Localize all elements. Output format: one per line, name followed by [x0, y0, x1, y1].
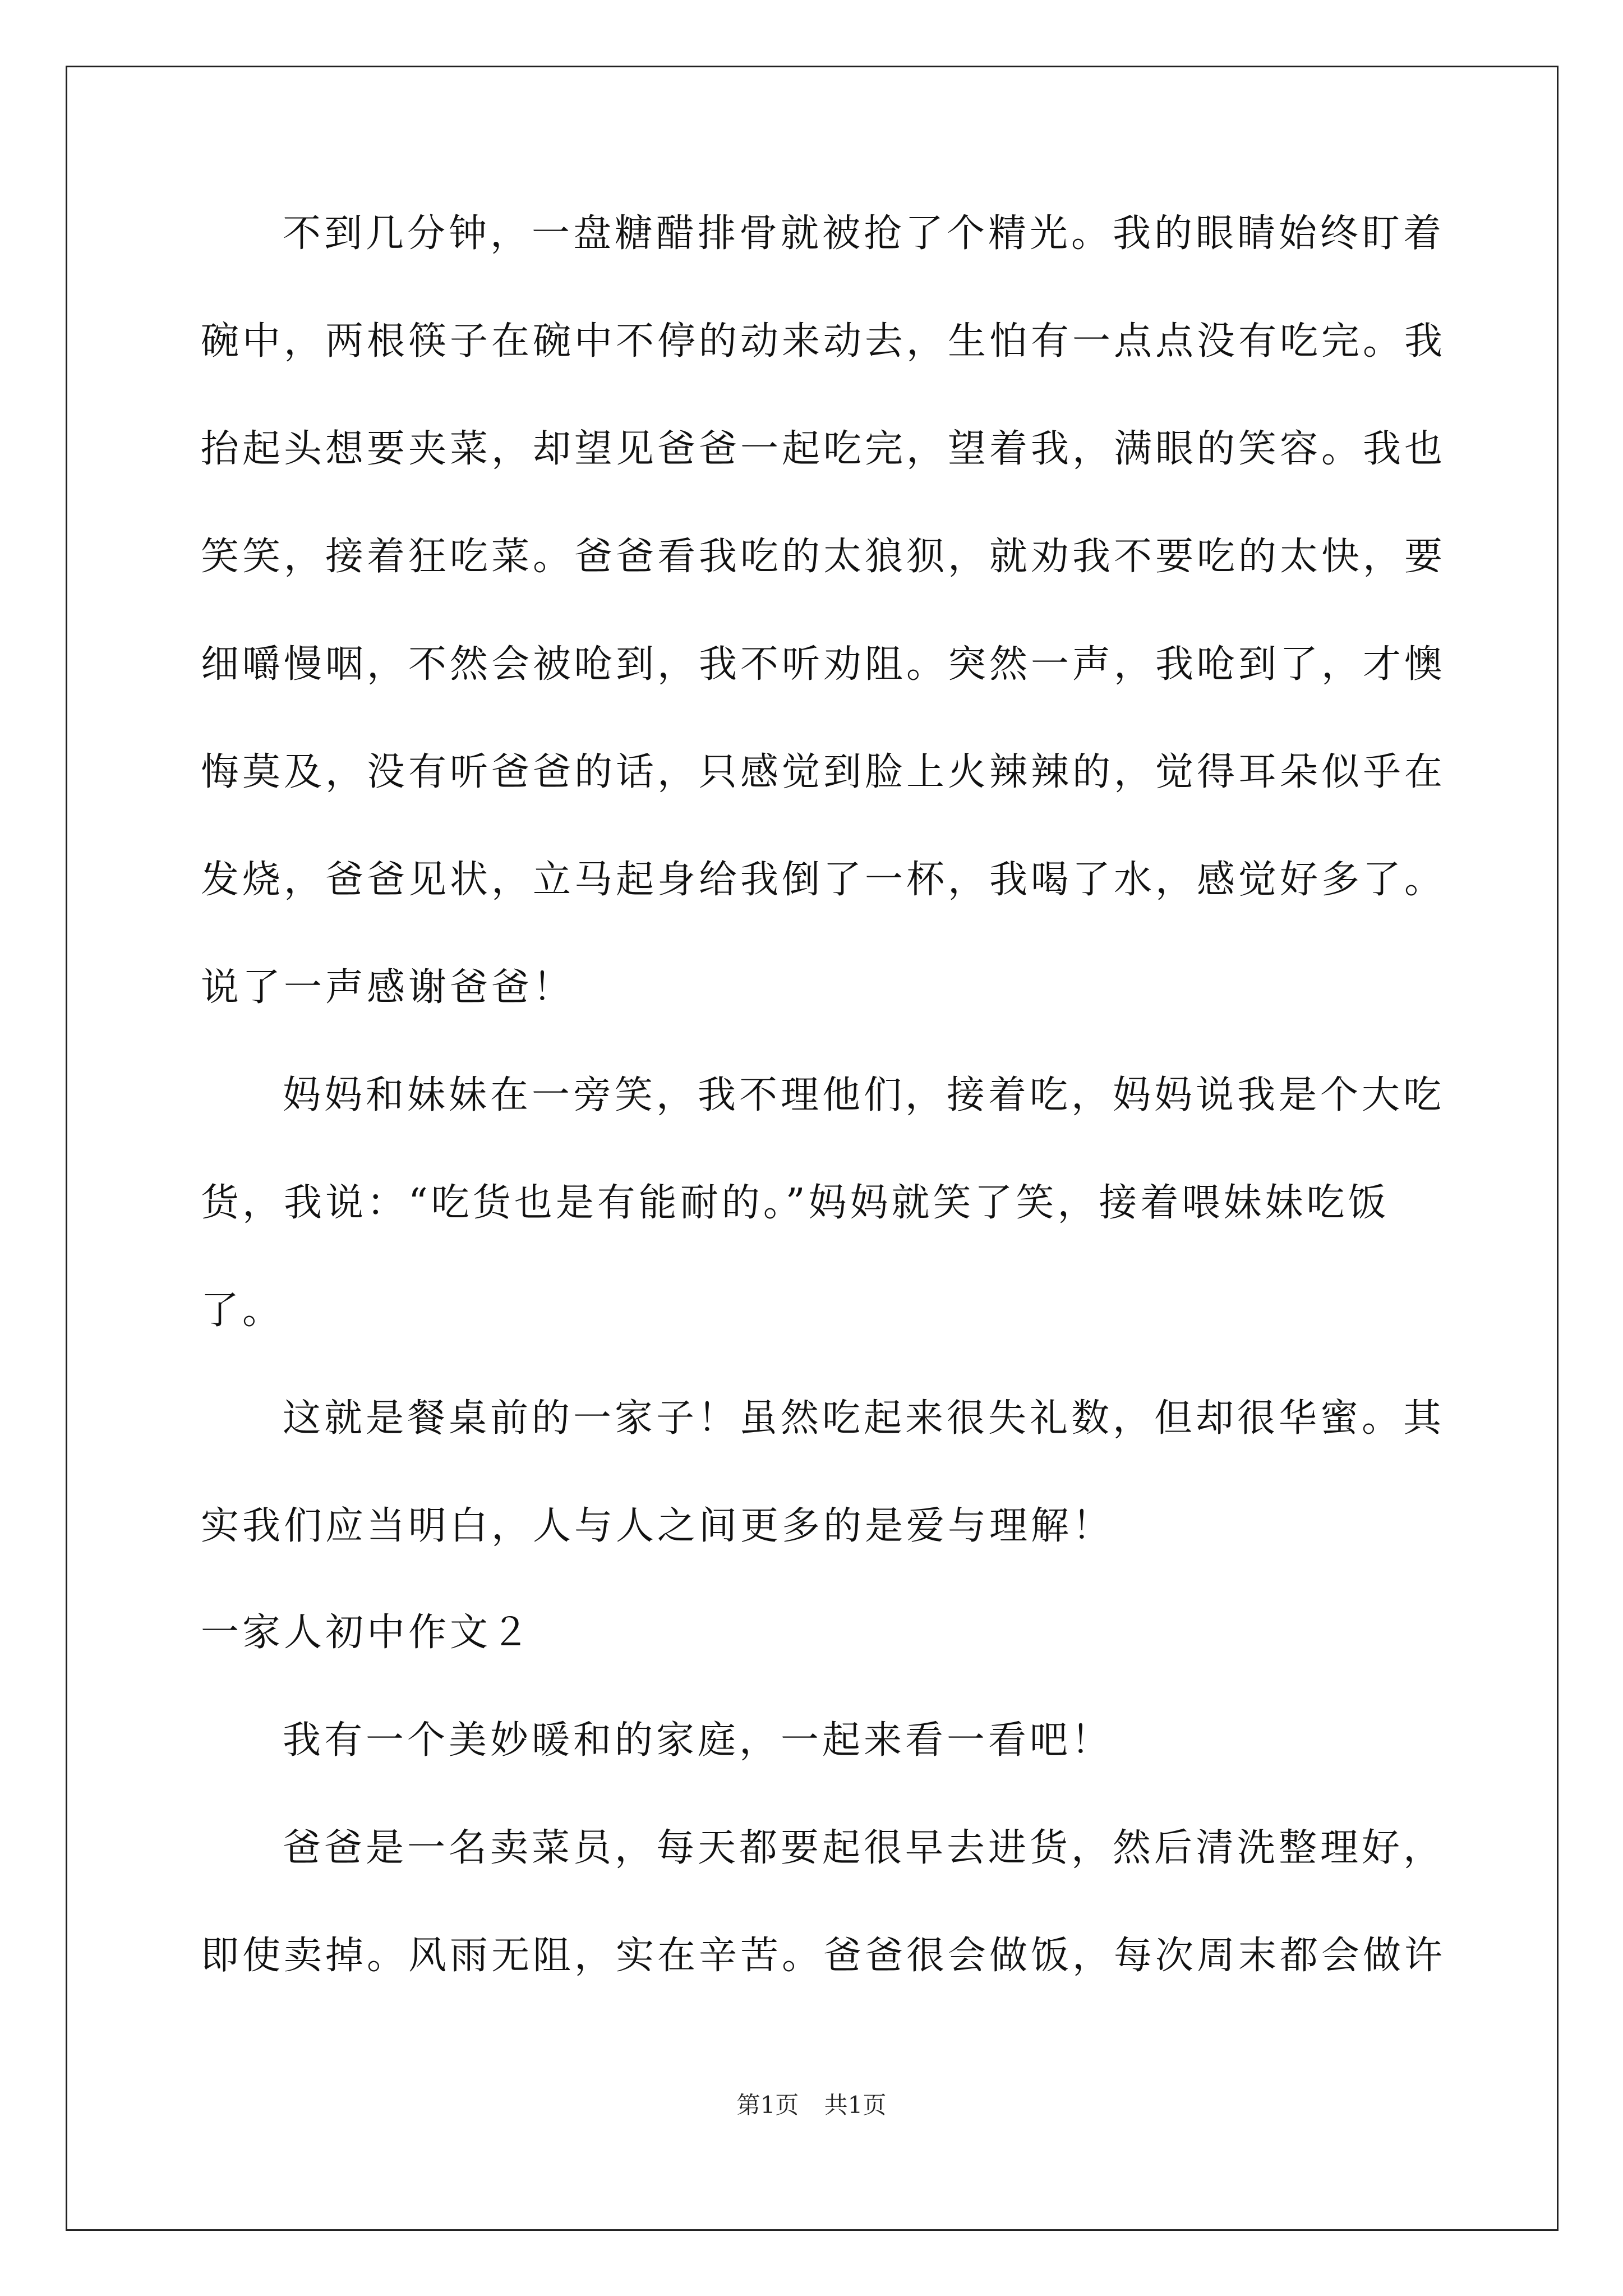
- paragraph-line: 这就是餐桌前的一家子！虽然吃起来很失礼数，但却很华蜜。其: [283, 1396, 1445, 1441]
- paragraph-line: 妈妈和妹妹在一旁笑，我不理他们，接着吃，妈妈说我是个大吃: [283, 1073, 1445, 1117]
- paragraph-line: 说了一声感谢爸爸！: [201, 965, 575, 1010]
- paragraph-line: 不到几分钟，一盘糖醋排骨就被抢了个精光。我的眼睛始终盯着: [283, 211, 1445, 256]
- page-border: [66, 66, 1559, 2231]
- page-total: 共1页: [824, 2091, 887, 2119]
- paragraph-line: 实我们应当明白，人与人之间更多的是爱与理解！: [201, 1504, 1114, 1548]
- paragraph-line: 发烧，爸爸见状，立马起身给我倒了一杯，我喝了水，感觉好多了。: [201, 858, 1446, 902]
- paragraph-line: 细嚼慢咽，不然会被呛到，我不听劝阻。突然一声，我呛到了，才懊: [201, 642, 1446, 687]
- page-number: 第1页: [736, 2091, 799, 2119]
- section-heading: 一家人初中作文２: [201, 1611, 533, 1655]
- paragraph-line: 抬起头想要夹菜，却望见爸爸一起吃完，望着我，满眼的笑容。我也: [201, 427, 1446, 471]
- paragraph-line: 碗中，两根筷子在碗中不停的动来动去，生怕有一点点没有吃完。我: [201, 319, 1446, 364]
- paragraph-line: 即使卖掉。风雨无阻，实在辛苦。爸爸很会做饭，每次周末都会做许: [201, 1934, 1446, 1978]
- page-footer: [0, 2091, 1623, 2119]
- paragraph-line: 货，我说：“吃货也是有能耐的。”妈妈就笑了笑，接着喂妹妹吃饭: [201, 1181, 1390, 1225]
- paragraph-line: 悔莫及，没有听爸爸的话，只感觉到脸上火辣辣的，觉得耳朵似乎在: [201, 750, 1446, 794]
- paragraph-line: 了。: [201, 1289, 284, 1333]
- paragraph-line: 爸爸是一名卖菜员，每天都要起很早去进货，然后清洗整理好，: [283, 1826, 1445, 1870]
- paragraph-line: 我有一个美妙暖和的家庭，一起来看一看吧！: [283, 1718, 1113, 1763]
- paragraph-line: 笑笑，接着狂吃菜。爸爸看我吃的太狼狈，就劝我不要吃的太快，要: [201, 535, 1446, 579]
